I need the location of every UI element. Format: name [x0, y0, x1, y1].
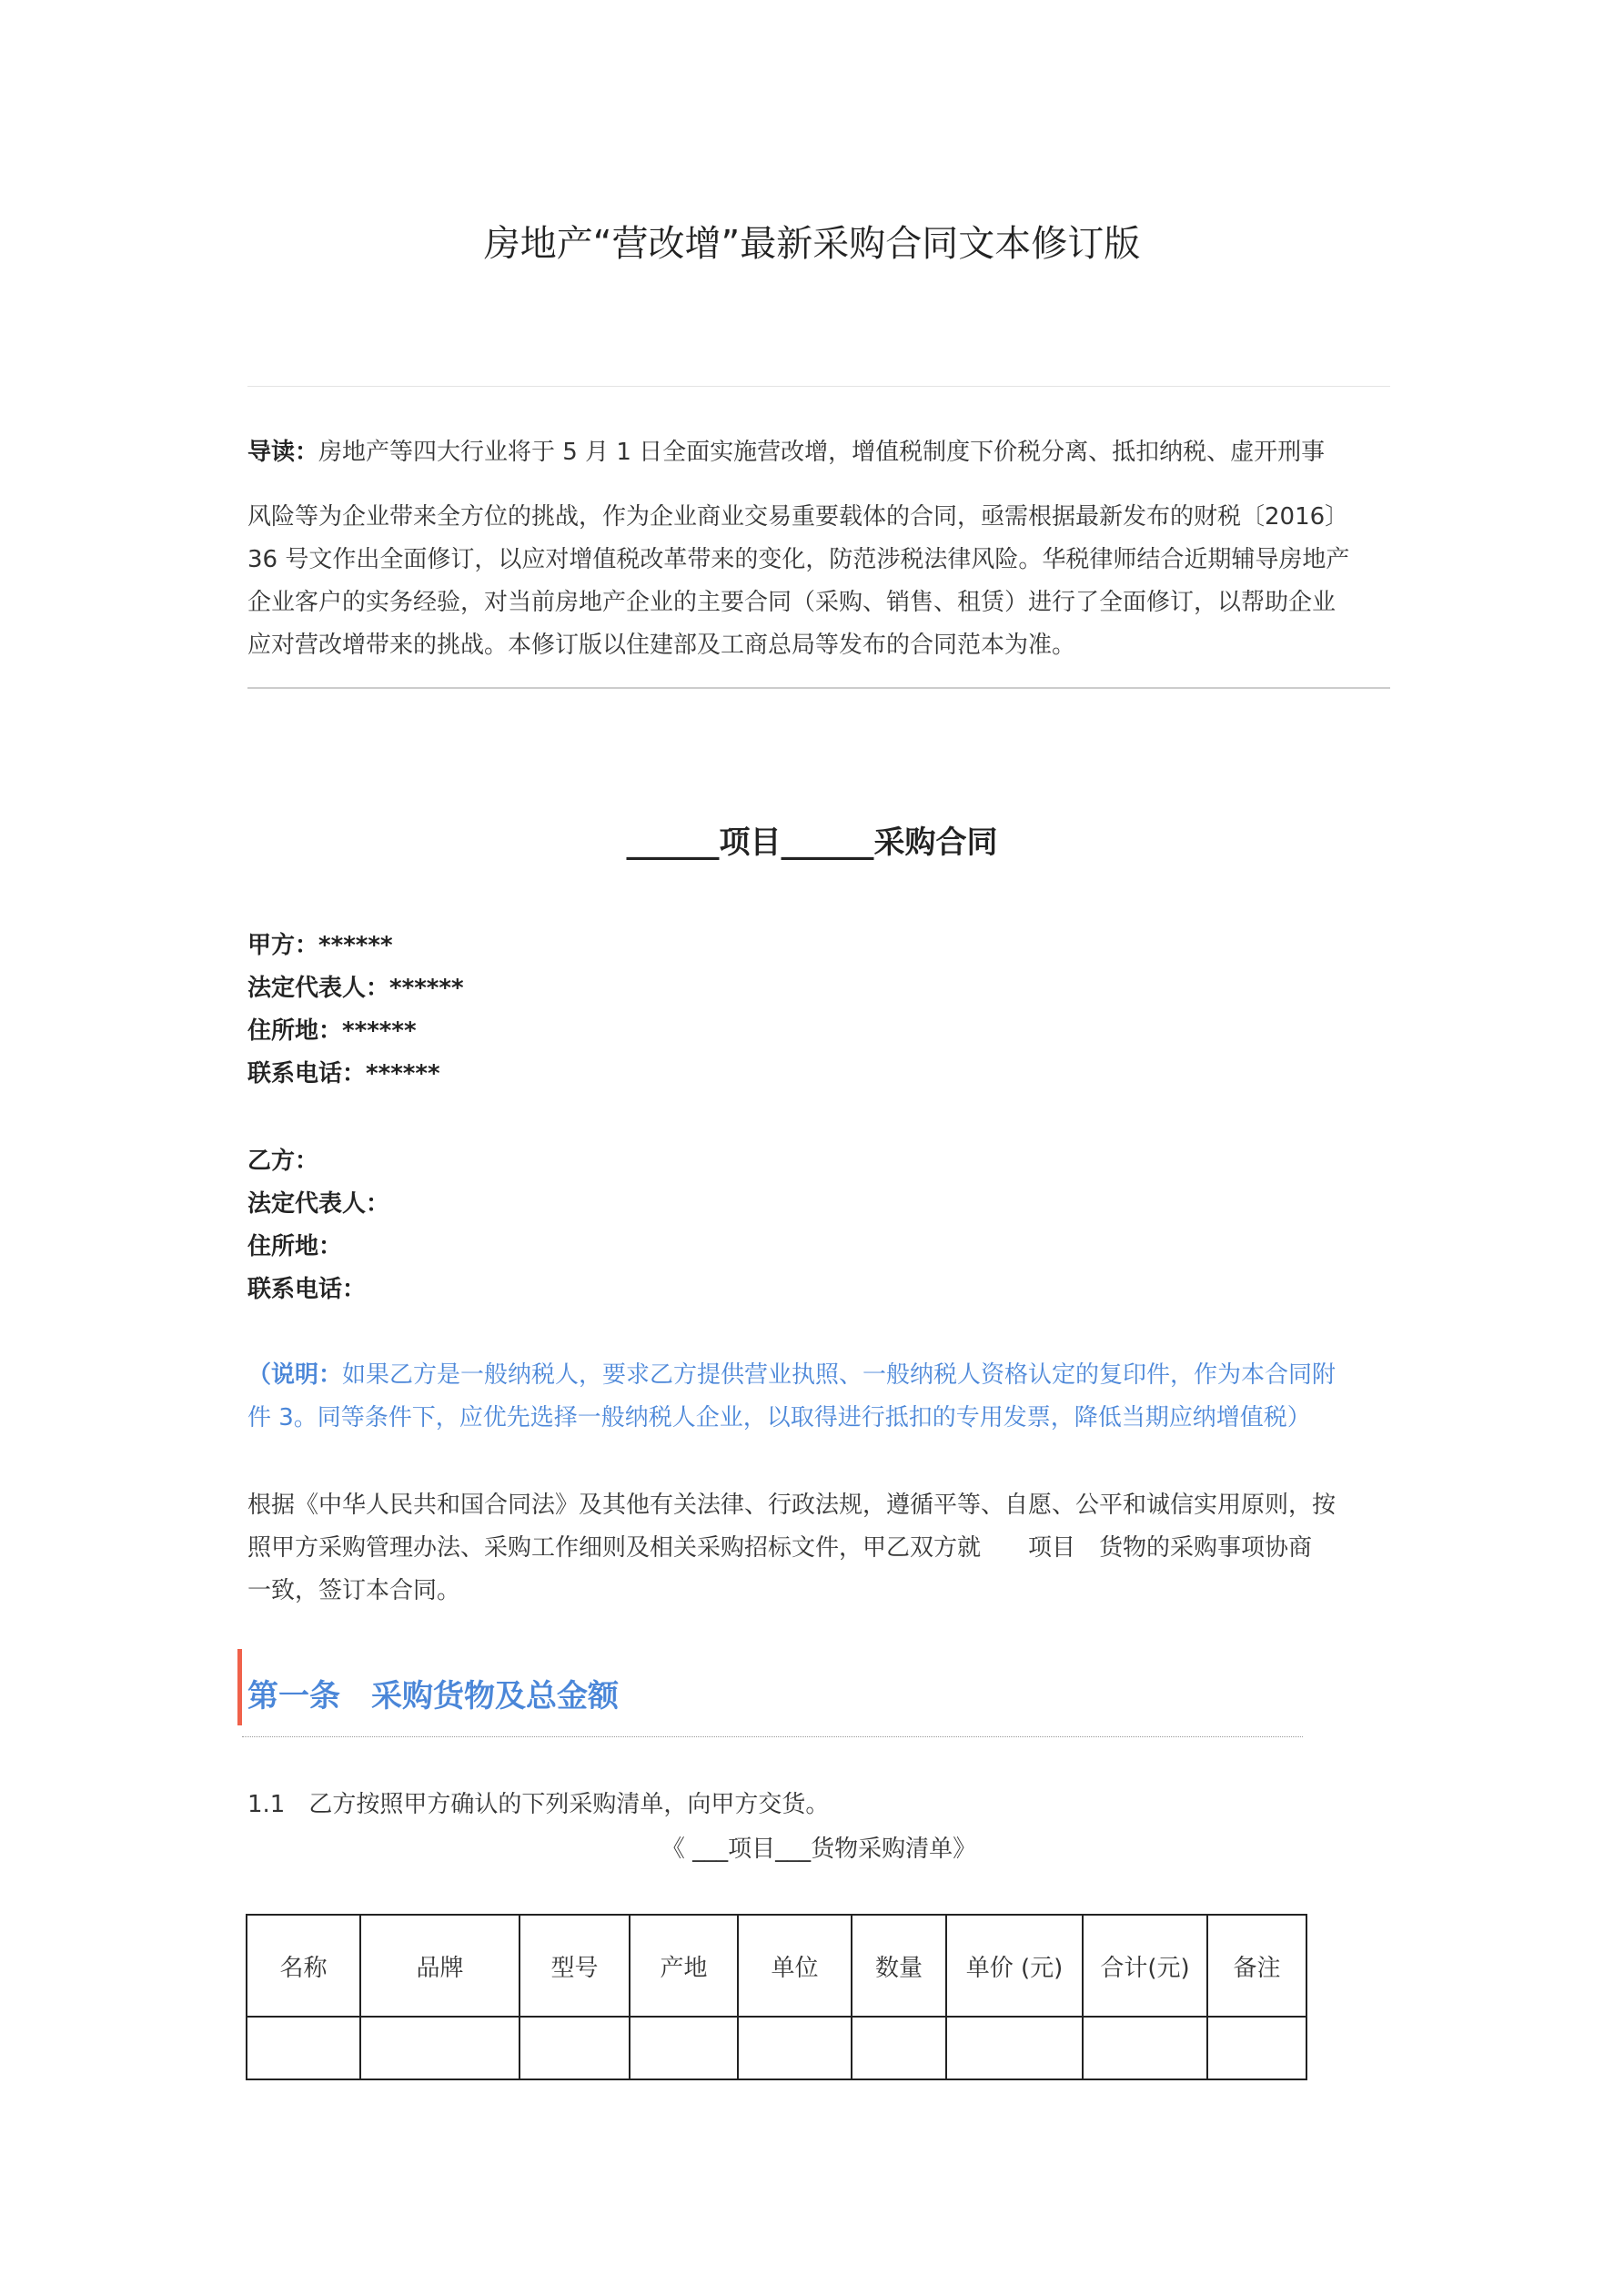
lead-label: 导读： [247, 439, 319, 466]
lead-line: 企业客户的实务经验，对当前房地产企业的主要合同（采购、销售、租赁）进行了全面修订，以帮助企业 [247, 589, 1337, 616]
section-heading: 第一条 采购货物及总金额 [247, 1678, 619, 1714]
note-line [247, 1354, 1336, 1397]
table-cell [360, 2017, 519, 2079]
table-header-row [247, 1915, 1306, 2017]
header-cell: 产地 [630, 1915, 738, 2017]
note-line: 件 3。同等条件下，应优先选择一般纳税人企业，以取得进行抵扣的专用发票，降低当期应纳增值税） [247, 1404, 1311, 1431]
party-a-name: 甲方：****** [247, 932, 393, 959]
table-cell [519, 2017, 630, 2079]
header-cell: 合计(元) [1083, 1915, 1207, 2017]
header-cell: 名称 [247, 1915, 360, 2017]
contract-title: ______项目______采购合同 [626, 824, 998, 861]
header-cell: 备注 [1207, 1915, 1306, 2017]
header-cell: 型号 [519, 1915, 630, 2017]
party-b-address: 住所地： [247, 1233, 343, 1260]
table-caption: 《 ___项目___货物采购清单》 [661, 1836, 977, 1863]
table-cell [1207, 2017, 1306, 2079]
heading-bar [237, 1649, 242, 1725]
lead-line: 36 号文作出全面修订，以应对增值税改革带来的变化，防范涉税法律风险。华税律师结合近期辅导房地产 [247, 546, 1350, 573]
preamble-line: 一致，签订本合同。 [247, 1577, 461, 1604]
preamble-line: 照甲方采购管理办法、采购工作细则及相关采购招标文件，甲乙双方就 项目 货物的采购事项协商 [247, 1534, 1313, 1562]
party-a-address: 住所地：****** [247, 1017, 417, 1045]
preamble-line: 根据《中华人民共和国合同法》及其他有关法律、行政法规，遵循平等、自愿、公平和诚信实用原则，按 [247, 1492, 1337, 1519]
header-cell: 品牌 [360, 1915, 519, 2017]
table-cell [1083, 2017, 1207, 2079]
party-b-name: 乙方： [247, 1148, 319, 1175]
lead-line [247, 431, 1325, 474]
table-cell [946, 2017, 1083, 2079]
party-b-phone: 联系电话： [247, 1276, 367, 1303]
procurement-table [246, 1914, 1307, 2080]
header-cell: 单位 [738, 1915, 852, 2017]
table-cell [247, 2017, 360, 2079]
party-a-phone: 联系电话：****** [247, 1060, 440, 1087]
heading-underline [242, 1736, 1303, 1737]
table-cell [852, 2017, 946, 2079]
clause-1-1: 1.1 乙方按照甲方确认的下列采购清单，向甲方交货。 [247, 1791, 830, 1818]
divider [247, 386, 1390, 387]
note-label: （说明： [247, 1361, 343, 1389]
lead-text: 房地产等四大行业将于 5 月 1 日全面实施营改增，增值税制度下价税分离、抵扣纳税、虚开刑事 [318, 439, 1326, 466]
lead-line: 应对营改增带来的挑战。本修订版以住建部及工商总局等发布的合同范本为准。 [247, 632, 1076, 659]
lead-line: 风险等为企业带来全方位的挑战，作为企业商业交易重要载体的合同，亟需根据最新发布的财税〔2016〕 [247, 503, 1349, 531]
divider [247, 687, 1390, 689]
table-cell [738, 2017, 852, 2079]
header-cell: 数量 [852, 1915, 946, 2017]
table-row [247, 2017, 1306, 2079]
note-text: 如果乙方是一般纳税人，要求乙方提供营业执照、一般纳税人资格认定的复印件，作为本合同附 [342, 1361, 1337, 1389]
document-title: 房地产“营改增”最新采购合同文本修订版 [483, 223, 1141, 265]
header-cell: 单价 (元) [946, 1915, 1083, 2017]
party-b-rep: 法定代表人： [247, 1190, 390, 1218]
party-a-rep: 法定代表人：****** [247, 975, 464, 1002]
table-cell [630, 2017, 738, 2079]
